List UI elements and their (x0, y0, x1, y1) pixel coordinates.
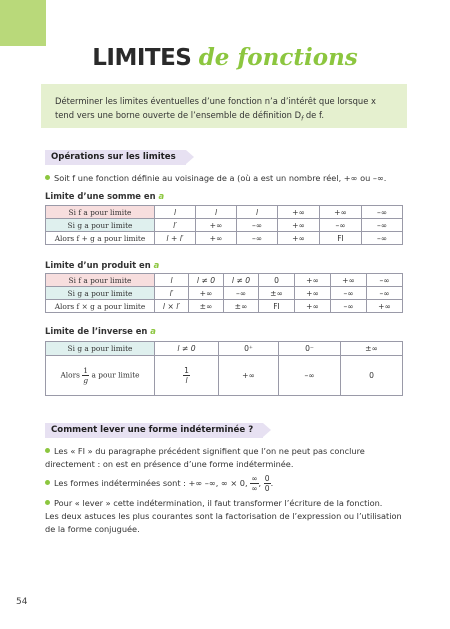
table-cell: +∞ (367, 300, 403, 313)
corner-decoration (0, 0, 46, 46)
product-row1-label: Si f a pour limite (46, 274, 155, 287)
fraction-zero-over-zero (264, 474, 271, 493)
intro-text: Déterminer les limites éventuelles d’une fonction n’a d’intérêt que lorsque x tend vers une borne ouverte de l’ensemble de définition D (55, 96, 376, 120)
table-cell: –∞ (362, 232, 403, 245)
section2-p3 (45, 497, 410, 510)
table-cell (155, 356, 219, 396)
section2-p3-text: Pour « lever » cette indétermination, il faut transformer l’écriture de la fonction. (54, 498, 383, 508)
fraction-numerator: ∞ (251, 474, 258, 483)
table-cell: ±∞ (341, 342, 403, 356)
table-cell: –∞ (367, 274, 403, 287)
section2-p2-text: Les formes indéterminées sont : +∞ –∞, ∞ × 0, (54, 478, 248, 488)
product-row2-label: Si g a pour limite (46, 287, 155, 300)
table-cell: +∞ (331, 274, 367, 287)
table-cell: +∞ (278, 232, 320, 245)
separator: , (258, 478, 262, 488)
fraction-denominator: 0 (264, 484, 270, 493)
bullet-icon (45, 448, 50, 453)
table-cell: l′ (155, 219, 196, 232)
table-cell: ±∞ (189, 300, 224, 313)
section1-intro-text: Soit f une fonction définie au voisinage de a (où a est un nombre réel, +∞ ou –∞. (54, 173, 387, 183)
title-part1: LIMITES (92, 45, 192, 71)
table-cell: l (155, 206, 196, 219)
table-cell: +∞ (295, 287, 331, 300)
bullet-icon (45, 500, 50, 505)
fraction-1-over-g (82, 366, 89, 385)
table-cell: –∞ (224, 287, 259, 300)
table-cell: +∞ (320, 206, 362, 219)
inverse-title-text: Limite de l’inverse en (45, 326, 151, 336)
table-cell: 0⁺ (219, 342, 279, 356)
table-cell: +∞ (196, 219, 237, 232)
table-cell: –∞ (362, 219, 403, 232)
title-part2: de fonctions (198, 44, 358, 71)
product-title (45, 260, 159, 270)
sum-title-text: Limite d’une somme en (45, 191, 159, 201)
inverse-table (45, 341, 403, 396)
bullet-icon (45, 175, 50, 180)
sum-row3-label: Alors f + g a pour limite (46, 232, 155, 245)
sum-row1-label: Si f a pour limite (46, 206, 155, 219)
table-cell: –∞ (279, 356, 341, 396)
table-cell: l + l′ (155, 232, 196, 245)
table-cell: l ≠ 0 (155, 342, 219, 356)
product-title-text: Limite d’un produit en (45, 260, 154, 270)
inverse-row2-pre: Alors (60, 370, 80, 380)
table-cell: –∞ (331, 287, 367, 300)
fraction-denominator: l (185, 376, 188, 385)
table-cell: 0⁻ (279, 342, 341, 356)
table-cell: +∞ (295, 274, 331, 287)
fraction-denominator: ∞ (251, 484, 258, 493)
table-cell: l (155, 274, 189, 287)
table-cell: +∞ (278, 219, 320, 232)
section2-p2 (45, 474, 410, 493)
table-cell: l ≠ 0 (224, 274, 259, 287)
fraction-1-over-l (183, 366, 190, 385)
fraction-numerator: 1 (83, 366, 89, 375)
table-cell: +∞ (278, 206, 320, 219)
sum-title (45, 191, 164, 201)
table-cell: –∞ (237, 232, 278, 245)
inverse-row1-label: Si g a pour limite (46, 342, 155, 356)
inverse-row2-post: a pour limite (91, 370, 140, 380)
section2-p4: Les deux astuces les plus courantes sont la factorisation de l’expression ou l’utilisation de la forme conjuguée. (45, 511, 402, 534)
table-cell: ±∞ (259, 287, 295, 300)
inverse-row2-label (46, 356, 155, 396)
table-cell: –∞ (320, 219, 362, 232)
section2-p1 (45, 445, 410, 470)
table-cell: ±∞ (224, 300, 259, 313)
product-table (45, 273, 403, 313)
intro-box (41, 84, 407, 128)
section1-intro (45, 172, 410, 185)
table-cell: FI (259, 300, 295, 313)
fraction-inf-over-inf (250, 474, 258, 493)
fraction-numerator: 0 (264, 474, 270, 483)
page-number: 54 (16, 597, 28, 607)
sum-row2-label: Si g a pour limite (46, 219, 155, 232)
table-cell: –∞ (367, 287, 403, 300)
table-cell: –∞ (362, 206, 403, 219)
table-cell: l′ (155, 287, 189, 300)
period: . (270, 478, 274, 488)
table-cell: 0 (341, 356, 403, 396)
section-heading-operations: Opérations sur les limites (45, 150, 186, 165)
bullet-icon (45, 480, 50, 485)
table-cell: l (196, 206, 237, 219)
table-cell: +∞ (295, 300, 331, 313)
table-cell: –∞ (331, 300, 367, 313)
table-cell: l × l′ (155, 300, 189, 313)
sum-title-var: a (158, 191, 165, 201)
product-title-var: a (153, 260, 160, 270)
inverse-title (45, 326, 156, 336)
product-row3-label: Alors f × g a pour limite (46, 300, 155, 313)
table-cell: –∞ (237, 219, 278, 232)
table-cell: +∞ (189, 287, 224, 300)
table-cell: l (237, 206, 278, 219)
inverse-title-var: a (150, 326, 156, 336)
page-title (0, 44, 450, 72)
intro-end: de f. (303, 110, 324, 120)
sum-table (45, 205, 403, 245)
table-cell: l ≠ 0 (189, 274, 224, 287)
section-heading-forme-indeterminee: Comment lever une forme indéterminée ? (45, 423, 263, 438)
section2-p1-text: Les « FI » du paragraphe précédent signifient que l’on ne peut pas conclure directement : on est en présence d’une forme indéterminée. (45, 446, 365, 469)
table-cell: FI (320, 232, 362, 245)
table-cell: 0 (259, 274, 295, 287)
fraction-denominator: g (83, 376, 89, 385)
fraction-numerator: 1 (184, 366, 189, 375)
table-cell: +∞ (219, 356, 279, 396)
intro-subscript: f (301, 115, 304, 123)
table-cell: +∞ (196, 232, 237, 245)
